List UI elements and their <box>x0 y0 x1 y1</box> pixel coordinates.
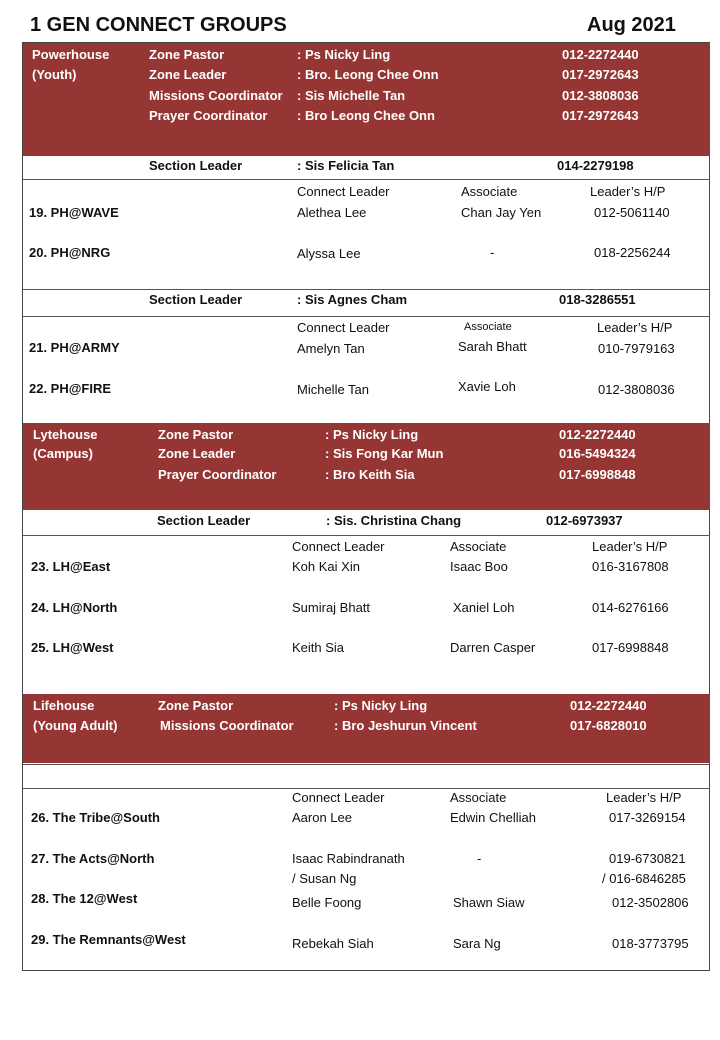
group-leader-phone: 019-6730821 <box>609 851 686 866</box>
col-header-associate: Associate <box>450 790 507 805</box>
role-phone: 012-2272440 <box>562 47 639 62</box>
group-leader: Michelle Tan <box>297 382 370 397</box>
col-header-leader-hp: Leader’s H/P <box>597 320 673 335</box>
role-name: : Ps Nicky Ling <box>325 427 419 442</box>
role-label: Prayer Coordinator <box>149 108 268 123</box>
role-label: Missions Coordinator <box>160 718 294 733</box>
section-leader-name: : Sis Felicia Tan <box>297 158 395 173</box>
group-associate: Xaniel Loh <box>453 600 515 615</box>
group-leader: Belle Foong <box>292 895 362 910</box>
group-leader: Sumiraj Bhatt <box>292 600 371 615</box>
group-associate: - <box>477 851 482 866</box>
group-leader: Keith Sia <box>292 640 345 655</box>
group-leader-phone: 012-3502806 <box>612 895 689 910</box>
divider <box>23 155 710 156</box>
group-leader: Aaron Lee <box>292 810 352 825</box>
col-header-associate: Associate <box>450 539 507 554</box>
section-leader-phone: 018-3286551 <box>559 292 636 307</box>
section-leader-phone: 014-2279198 <box>557 158 634 173</box>
divider <box>23 764 710 765</box>
group-leader-phone: 018-2256244 <box>594 245 671 260</box>
role-label: Zone Leader <box>158 446 236 461</box>
section-leader-label: Section Leader <box>149 292 243 307</box>
group-name: 19. PH@WAVE <box>29 205 119 220</box>
role-name: : Sis Michelle Tan <box>297 88 406 103</box>
col-header-leader-hp: Leader’s H/P <box>590 184 666 199</box>
zone-name: Powerhouse <box>32 47 110 62</box>
zone-band-powerhouse <box>23 43 710 155</box>
role-phone: 012-2272440 <box>559 427 636 442</box>
section-leader-name: : Sis. Christina Chang <box>326 513 462 528</box>
page-title: 1 GEN CONNECT GROUPS <box>30 14 287 36</box>
group-leader-phone: 017-6998848 <box>592 640 669 655</box>
zone-band-lytehouse <box>23 423 710 509</box>
group-associate: - <box>490 245 495 260</box>
group-name: 21. PH@ARMY <box>29 340 120 355</box>
role-phone: 012-3808036 <box>562 88 639 103</box>
group-name: 23. LH@East <box>31 559 111 574</box>
role-label: Prayer Coordinator <box>158 467 277 482</box>
col-header-associate: Associate <box>464 321 512 333</box>
role-name: : Bro. Leong Chee Onn <box>297 67 439 82</box>
role-phone: 012-2272440 <box>570 698 647 713</box>
role-phone: 017-2972643 <box>562 108 639 123</box>
group-leader: Isaac Rabindranath <box>292 851 405 866</box>
group-associate: Shawn Siaw <box>453 895 525 910</box>
group-associate: Chan Jay Yen <box>461 205 542 220</box>
divider <box>23 788 710 789</box>
group-associate: Xavie Loh <box>458 379 516 394</box>
group-associate: Sara Ng <box>453 936 501 951</box>
role-name: : Bro Jeshurun Vincent <box>334 718 477 733</box>
col-header-connect-leader: Connect Leader <box>292 790 385 805</box>
group-name: 29. The Remnants@West <box>31 932 186 947</box>
role-label: Zone Pastor <box>149 47 225 62</box>
section-leader-phone: 012-6973937 <box>546 513 623 528</box>
group-name: 28. The 12@West <box>31 891 138 906</box>
divider <box>23 535 710 536</box>
group-leader-second: / Susan Ng <box>292 871 357 886</box>
col-header-leader-hp: Leader’s H/P <box>606 790 682 805</box>
divider <box>23 179 710 180</box>
role-label: Zone Leader <box>149 67 227 82</box>
zone-subtitle: (Campus) <box>33 446 93 461</box>
col-header-leader-hp: Leader’s H/P <box>592 539 668 554</box>
group-leader-phone: 018-3773795 <box>612 936 689 951</box>
page-date: Aug 2021 <box>587 14 676 36</box>
divider <box>23 289 710 290</box>
group-leader-phone: 016-3167808 <box>592 559 669 574</box>
zone-band-lifehouse <box>23 694 710 763</box>
role-name: : Ps Nicky Ling <box>297 47 391 62</box>
role-phone: 016-5494324 <box>559 446 636 461</box>
group-leader-phone: 017-3269154 <box>609 810 686 825</box>
zone-name: Lytehouse <box>33 427 98 442</box>
group-leader-phone: 014-6276166 <box>592 600 669 615</box>
group-leader-phone: 012-3808036 <box>598 382 675 397</box>
role-name: : Ps Nicky Ling <box>334 698 428 713</box>
col-header-connect-leader: Connect Leader <box>292 539 385 554</box>
role-phone: 017-6998848 <box>559 467 636 482</box>
zone-subtitle: (Youth) <box>32 67 77 82</box>
role-label: Zone Pastor <box>158 698 234 713</box>
group-associate: Isaac Boo <box>450 559 508 574</box>
group-leader: Koh Kai Xin <box>292 559 360 574</box>
group-name: 20. PH@NRG <box>29 245 111 260</box>
group-leader-phone: 010-7979163 <box>598 341 675 356</box>
zone-subtitle: (Young Adult) <box>33 718 118 733</box>
group-associate: Darren Casper <box>450 640 536 655</box>
role-phone: 017-2972643 <box>562 67 639 82</box>
group-leader-phone: 012-5061140 <box>594 205 670 220</box>
group-leader-phone-second: / 016-6846285 <box>602 871 686 886</box>
group-name: 22. PH@FIRE <box>29 381 112 396</box>
role-name: : Bro Leong Chee Onn <box>297 108 435 123</box>
group-name: 26. The Tribe@South <box>31 810 160 825</box>
group-leader: Rebekah Siah <box>292 936 374 951</box>
role-label: Missions Coordinator <box>149 88 283 103</box>
role-name: : Bro Keith Sia <box>325 467 415 482</box>
col-header-connect-leader: Connect Leader <box>297 320 390 335</box>
section-leader-label: Section Leader <box>149 158 243 173</box>
section-leader-label: Section Leader <box>157 513 251 528</box>
group-associate: Sarah Bhatt <box>458 339 527 354</box>
section-leader-name: : Sis Agnes Cham <box>297 292 408 307</box>
group-associate: Edwin Chelliah <box>450 810 536 825</box>
group-leader: Alethea Lee <box>297 205 367 220</box>
group-name: 24. LH@North <box>31 600 118 615</box>
divider <box>23 316 710 317</box>
zone-name: Lifehouse <box>33 698 95 713</box>
group-leader: Alyssa Lee <box>297 246 361 261</box>
group-leader: Amelyn Tan <box>297 341 365 356</box>
group-name: 25. LH@West <box>31 640 114 655</box>
divider <box>23 509 710 510</box>
role-phone: 017-6828010 <box>570 718 647 733</box>
group-name: 27. The Acts@North <box>31 851 155 866</box>
col-header-connect-leader: Connect Leader <box>297 184 390 199</box>
col-header-associate: Associate <box>461 184 518 199</box>
role-label: Zone Pastor <box>158 427 234 442</box>
role-name: : Sis Fong Kar Mun <box>325 446 444 461</box>
